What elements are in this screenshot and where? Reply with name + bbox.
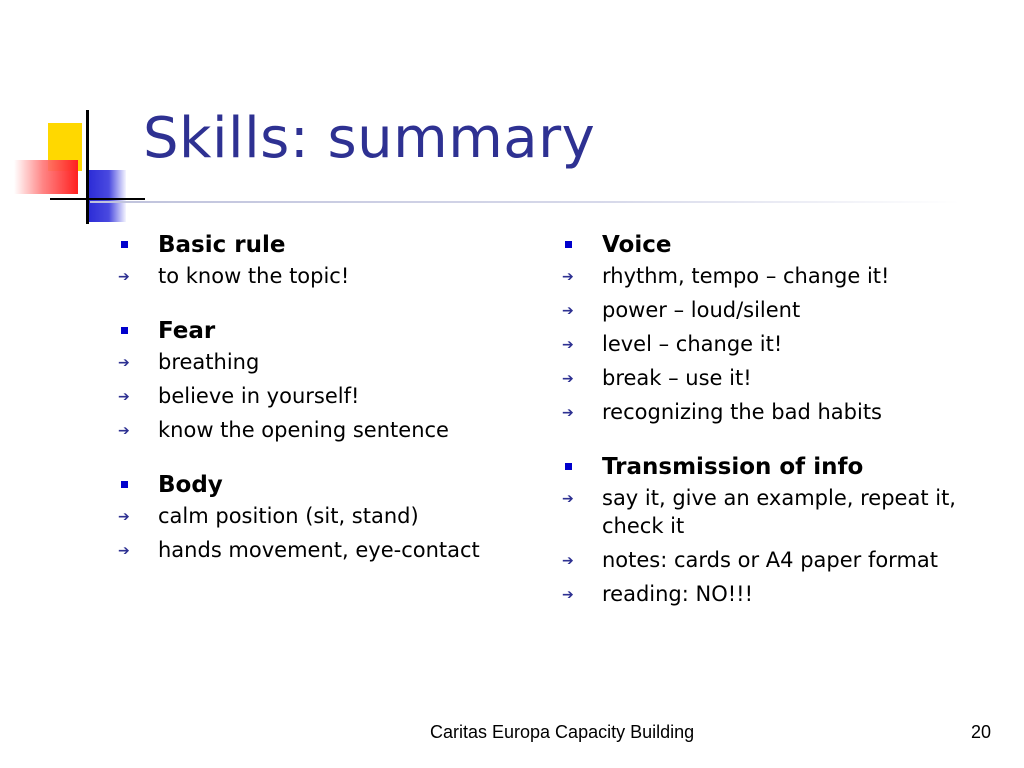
list-item — [562, 262, 972, 290]
list-item-text: recognizing the bad habits — [602, 400, 882, 424]
section-heading — [562, 228, 972, 262]
square-bullet-icon — [121, 241, 128, 248]
list-item — [562, 398, 972, 426]
list-item-text: say it, give an example, repeat it, check it — [602, 486, 956, 538]
list-item-text: level – change it! — [602, 332, 783, 356]
list-item-text: calm position (sit, stand) — [158, 504, 419, 528]
logo-vertical-line — [86, 110, 89, 224]
section-heading — [562, 450, 972, 484]
list-item — [562, 296, 972, 324]
arrow-right-icon: ➔ — [562, 371, 574, 387]
section-voice — [562, 228, 972, 426]
heading-text: Transmission of info — [602, 454, 864, 480]
left-column — [118, 228, 528, 578]
list-item-text: power – loud/silent — [602, 298, 801, 322]
square-bullet-icon — [565, 241, 572, 248]
arrow-right-icon: ➔ — [118, 355, 130, 371]
heading-text: Body — [158, 472, 223, 498]
section-transmission-of-info — [562, 450, 972, 608]
logo-horizontal-line — [50, 198, 145, 200]
list-item — [562, 546, 972, 574]
arrow-right-icon: ➔ — [562, 337, 574, 353]
arrow-right-icon: ➔ — [118, 543, 130, 559]
square-bullet-icon — [121, 481, 128, 488]
logo-blue-square — [88, 170, 126, 222]
square-bullet-icon — [565, 463, 572, 470]
section-heading — [118, 228, 528, 262]
page-number: 20 — [970, 722, 991, 742]
list-item — [562, 484, 972, 540]
slide-title: Skills: summary — [143, 106, 596, 171]
list-item-text: believe in yourself! — [158, 384, 360, 408]
arrow-right-icon: ➔ — [562, 587, 574, 603]
list-item-text: to know the topic! — [158, 264, 350, 288]
list-item — [562, 330, 972, 358]
section-basic-rule — [118, 228, 528, 290]
list-item — [118, 416, 528, 444]
list-item-text: breathing — [158, 350, 260, 374]
list-item — [118, 382, 528, 410]
arrow-right-icon: ➔ — [562, 553, 574, 569]
square-bullet-icon — [121, 327, 128, 334]
title-logo-decoration — [0, 0, 160, 240]
list-item-text: know the opening sentence — [158, 418, 449, 442]
footer-text: Caritas Europa Capacity Building — [430, 722, 695, 742]
logo-red-square — [14, 160, 78, 194]
arrow-right-icon: ➔ — [562, 491, 574, 507]
heading-text: Fear — [158, 318, 216, 344]
list-item — [118, 536, 528, 564]
section-heading — [118, 468, 528, 502]
section-fear — [118, 314, 528, 444]
arrow-right-icon: ➔ — [118, 423, 130, 439]
section-body — [118, 468, 528, 564]
list-item — [118, 502, 528, 530]
list-item-text: hands movement, eye-contact — [158, 538, 480, 562]
list-item — [118, 348, 528, 376]
arrow-right-icon: ➔ — [562, 405, 574, 421]
list-item — [118, 262, 528, 290]
arrow-right-icon: ➔ — [118, 509, 130, 525]
heading-text: Basic rule — [158, 232, 286, 258]
heading-text: Voice — [602, 232, 672, 258]
list-item-text: reading: NO!!! — [602, 582, 754, 606]
section-heading — [118, 314, 528, 348]
arrow-right-icon: ➔ — [118, 269, 130, 285]
list-item-text: break – use it! — [602, 366, 752, 390]
arrow-right-icon: ➔ — [562, 303, 574, 319]
list-item-text: rhythm, tempo – change it! — [602, 264, 890, 288]
right-column — [562, 228, 972, 622]
list-item-text: notes: cards or A4 paper format — [602, 548, 939, 572]
list-item — [562, 364, 972, 392]
title-underline-rule — [90, 201, 960, 203]
arrow-right-icon: ➔ — [562, 269, 574, 285]
list-item — [562, 580, 972, 608]
arrow-right-icon: ➔ — [118, 389, 130, 405]
